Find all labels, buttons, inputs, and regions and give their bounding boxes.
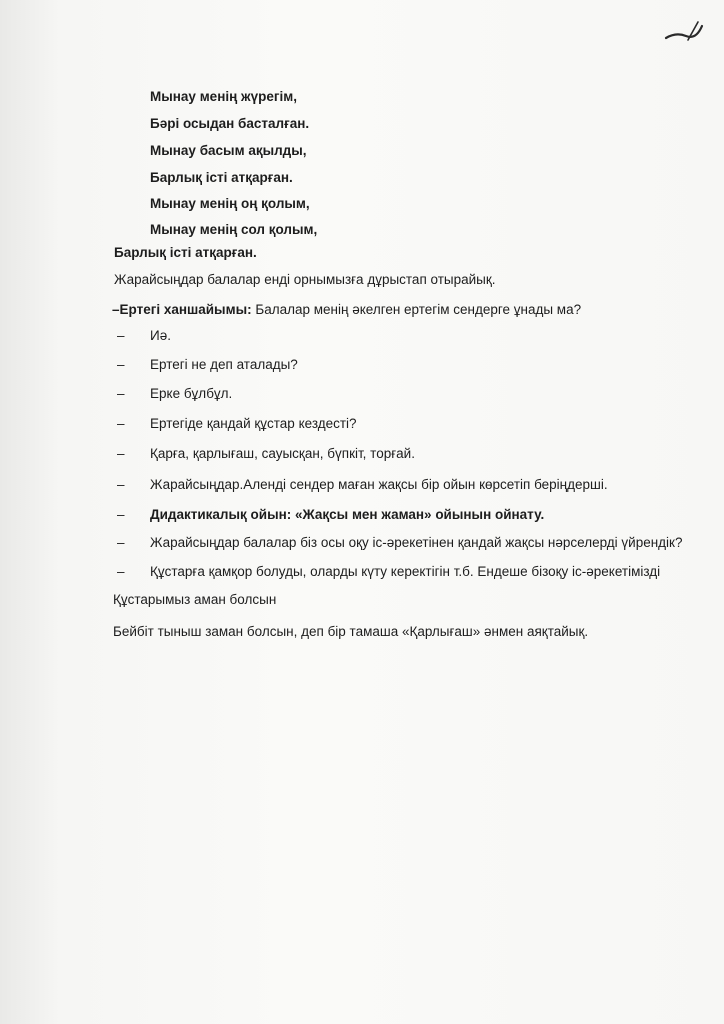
poem-line-3: Мынау басым ақылды,: [150, 143, 307, 158]
list-item-text: Жарайсыңдар.Аленді сендер маған жақсы бір ойын көрсетіп беріңдерші.: [150, 477, 608, 492]
list-dash: –: [117, 357, 125, 372]
list-dash: –: [117, 328, 125, 343]
game-title: Дидактикалық ойын: «Жақсы мен жаман» ойынын ойнату.: [150, 507, 545, 522]
list-dash: –: [117, 564, 125, 579]
poem-line-2: Бәрі осыдан басталған.: [150, 116, 310, 131]
list-item-text: Қарға, қарлығаш, сауысқан, бүпкіт, торғай.: [150, 446, 415, 461]
teacher-label: –Ертегі ханшайымы:: [112, 302, 252, 317]
closing-line-2: Бейбіт тыныш заман болсын, деп бір тамаша «Қарлығаш» әнмен аяқтайық.: [113, 624, 589, 639]
list-dash: –: [117, 446, 125, 461]
list-item-text: Ертегіде қандай құстар кездесті?: [150, 416, 357, 431]
teacher-question: Балалар менің әкелген ертегім сендерге ұнады ма?: [251, 302, 582, 317]
poem-line-5: Мынау менің оң қолым,: [150, 196, 310, 211]
list-item-text: Ертегі не деп аталады?: [150, 357, 298, 372]
list-item-text: Иә.: [150, 328, 171, 343]
poem-line-6: Мынау менің сол қолым,: [150, 222, 318, 237]
list-item-text: Құстарға қамқор болуды, оларды күту керектігін т.б. Ендеше бізоқу іс-әрекетімізді: [150, 564, 661, 579]
list-item-text: Ерке бұлбұл.: [150, 386, 233, 401]
list-dash: –: [117, 507, 125, 522]
list-dash: –: [117, 416, 125, 431]
instruction-line: Жарайсыңдар балалар енді орнымызға дұрыстап отырайық.: [114, 272, 496, 287]
poem-ending: Барлық істі атқарған.: [114, 245, 257, 260]
list-item-text: Жарайсыңдар балалар біз осы оқу іс-әрекетінен қандай жақсы нәрселерді үйрендік?: [150, 535, 683, 550]
scribble-mark-icon: [664, 18, 704, 46]
teacher-question-line: [112, 302, 581, 317]
list-dash: –: [117, 477, 125, 492]
list-dash: –: [117, 386, 125, 401]
closing-line-1: Құстарымыз аман болсын: [113, 592, 277, 607]
poem-line-1: Мынау менің жүрегім,: [150, 89, 297, 104]
poem-line-4: Барлық істі атқарған.: [150, 170, 293, 185]
list-dash: –: [117, 535, 125, 550]
